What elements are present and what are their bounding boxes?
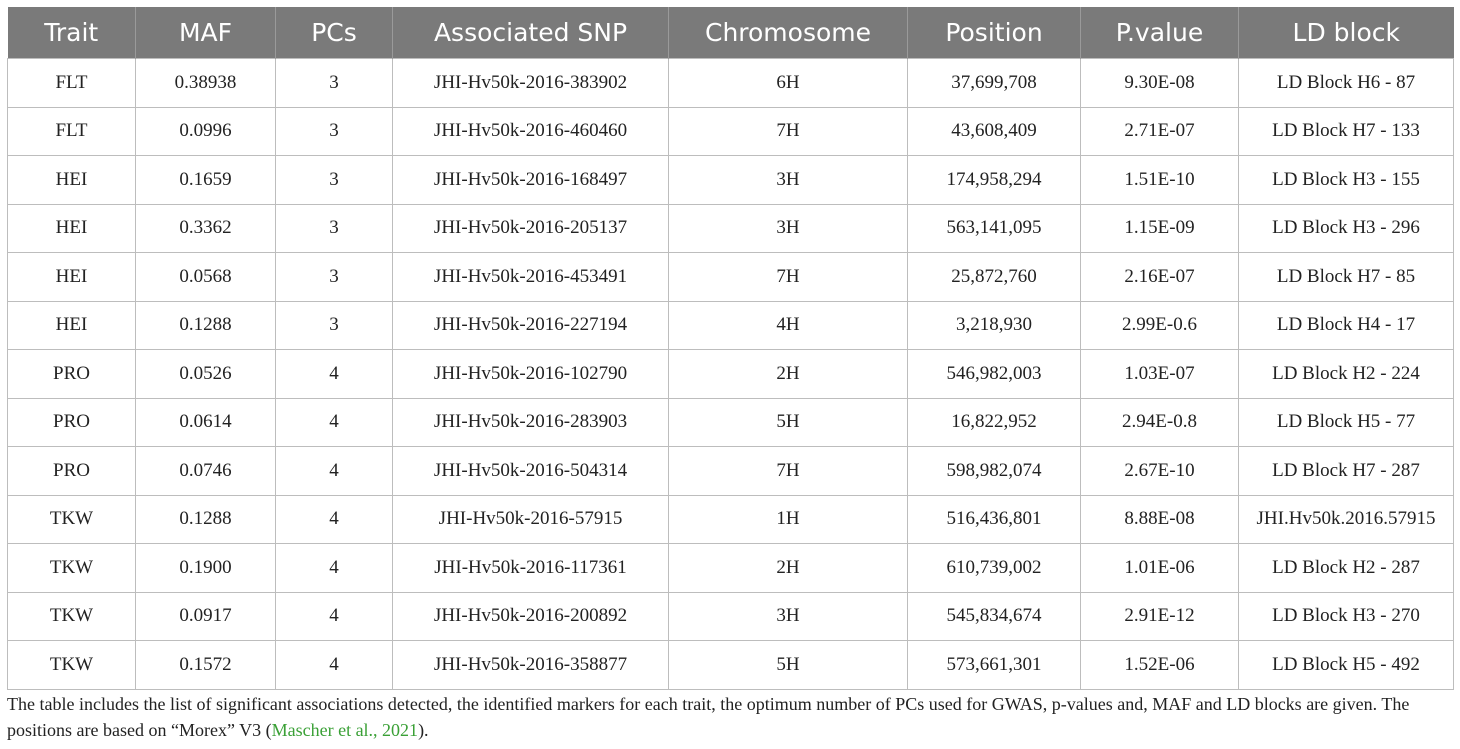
table-cell: 2H: [669, 544, 908, 593]
table-cell: JHI-Hv50k-2016-200892: [393, 592, 669, 641]
table-row: [8, 59, 1454, 108]
table-cell: 4: [276, 544, 393, 593]
table-cell: 7H: [669, 253, 908, 302]
table-cell: 0.0996: [136, 107, 276, 156]
table-cell: 8.88E-08: [1081, 495, 1239, 544]
table-cell: 16,822,952: [908, 398, 1081, 447]
table-cell: JHI-Hv50k-2016-57915: [393, 495, 669, 544]
column-header-pcs: PCs: [276, 7, 393, 59]
column-header-p-value: P.value: [1081, 7, 1239, 59]
table-cell: 9.30E-08: [1081, 59, 1239, 108]
table-cell: JHI-Hv50k-2016-117361: [393, 544, 669, 593]
table-cell: 0.38938: [136, 59, 276, 108]
table-cell: HEI: [8, 204, 136, 253]
table-cell: LD Block H3 - 296: [1239, 204, 1454, 253]
table-cell: 0.0746: [136, 447, 276, 496]
table-cell: 4: [276, 495, 393, 544]
table-cell: LD Block H7 - 85: [1239, 253, 1454, 302]
table-cell: LD Block H4 - 17: [1239, 301, 1454, 350]
table-cell: 5H: [669, 398, 908, 447]
column-header-ld-block: LD block: [1239, 7, 1454, 59]
table-cell: 1.03E-07: [1081, 350, 1239, 399]
table-body: [8, 59, 1454, 690]
table-cell: 3: [276, 107, 393, 156]
table-cell: 3: [276, 204, 393, 253]
table-cell: 546,982,003: [908, 350, 1081, 399]
table-cell: 174,958,294: [908, 156, 1081, 205]
table-cell: 1.52E-06: [1081, 641, 1239, 690]
caption-end: ).: [418, 720, 429, 740]
citation-link[interactable]: Mascher et al., 2021: [271, 720, 419, 740]
table-cell: 37,699,708: [908, 59, 1081, 108]
table-cell: LD Block H5 - 77: [1239, 398, 1454, 447]
column-header-associated-snp: Associated SNP: [393, 7, 669, 59]
table-cell: LD Block H2 - 224: [1239, 350, 1454, 399]
table-cell: LD Block H3 - 270: [1239, 592, 1454, 641]
table-cell: PRO: [8, 447, 136, 496]
table-cell: 2.94E-0.8: [1081, 398, 1239, 447]
table-row: [8, 398, 1454, 447]
table-row: [8, 447, 1454, 496]
table-cell: LD Block H7 - 133: [1239, 107, 1454, 156]
table-header-row: [8, 7, 1454, 59]
table-cell: 610,739,002: [908, 544, 1081, 593]
table-cell: 2.91E-12: [1081, 592, 1239, 641]
table-cell: 0.1288: [136, 301, 276, 350]
table-cell: 3: [276, 253, 393, 302]
table-cell: 3: [276, 301, 393, 350]
table-cell: 4: [276, 398, 393, 447]
table-cell: 0.1288: [136, 495, 276, 544]
table-cell: 2.99E-0.6: [1081, 301, 1239, 350]
column-header-position: Position: [908, 7, 1081, 59]
table-row: [8, 641, 1454, 690]
table-cell: LD Block H3 - 155: [1239, 156, 1454, 205]
table-cell: HEI: [8, 253, 136, 302]
table-cell: 2H: [669, 350, 908, 399]
table-row: [8, 544, 1454, 593]
table-cell: 3: [276, 59, 393, 108]
table-cell: JHI-Hv50k-2016-453491: [393, 253, 669, 302]
table-cell: 1.15E-09: [1081, 204, 1239, 253]
table-cell: 0.0568: [136, 253, 276, 302]
table-cell: 3H: [669, 156, 908, 205]
table-cell: 516,436,801: [908, 495, 1081, 544]
table-cell: 0.1572: [136, 641, 276, 690]
results-table-container: [7, 7, 1453, 690]
table-cell: PRO: [8, 350, 136, 399]
table-cell: JHI-Hv50k-2016-102790: [393, 350, 669, 399]
table-cell: 0.0917: [136, 592, 276, 641]
table-cell: FLT: [8, 107, 136, 156]
table-cell: LD Block H7 - 287: [1239, 447, 1454, 496]
table-cell: HEI: [8, 156, 136, 205]
table-row: [8, 156, 1454, 205]
table-row: [8, 253, 1454, 302]
table-cell: 2.71E-07: [1081, 107, 1239, 156]
table-cell: 1H: [669, 495, 908, 544]
table-row: [8, 350, 1454, 399]
table-cell: 0.1659: [136, 156, 276, 205]
table-cell: JHI-Hv50k-2016-283903: [393, 398, 669, 447]
table-cell: 3H: [669, 204, 908, 253]
table-cell: JHI-Hv50k-2016-383902: [393, 59, 669, 108]
table-cell: 4: [276, 592, 393, 641]
table-cell: JHI.Hv50k.2016.57915: [1239, 495, 1454, 544]
table-cell: 3: [276, 156, 393, 205]
table-cell: JHI-Hv50k-2016-460460: [393, 107, 669, 156]
table-cell: 6H: [669, 59, 908, 108]
table-cell: JHI-Hv50k-2016-168497: [393, 156, 669, 205]
table-row: [8, 301, 1454, 350]
caption-text: The table includes the list of significant associations detected, the identified markers for each trait, the optimum number of PCs used for GWAS, p-values and, MAF and LD blocks are given. The positions are based on “Morex” V3 (: [7, 694, 1410, 740]
table-row: [8, 592, 1454, 641]
table-cell: 573,661,301: [908, 641, 1081, 690]
table-row: [8, 204, 1454, 253]
table-cell: 7H: [669, 107, 908, 156]
table-cell: 4H: [669, 301, 908, 350]
table-cell: 545,834,674: [908, 592, 1081, 641]
table-cell: TKW: [8, 592, 136, 641]
table-cell: TKW: [8, 544, 136, 593]
table-cell: LD Block H5 - 492: [1239, 641, 1454, 690]
table-cell: 1.01E-06: [1081, 544, 1239, 593]
column-header-chromosome: Chromosome: [669, 7, 908, 59]
table-cell: 598,982,074: [908, 447, 1081, 496]
table-cell: HEI: [8, 301, 136, 350]
table-cell: 5H: [669, 641, 908, 690]
table-cell: 2.67E-10: [1081, 447, 1239, 496]
table-cell: 3H: [669, 592, 908, 641]
table-cell: 1.51E-10: [1081, 156, 1239, 205]
table-caption: [7, 691, 1457, 743]
table-cell: 0.0614: [136, 398, 276, 447]
table-cell: PRO: [8, 398, 136, 447]
table-row: [8, 107, 1454, 156]
gwas-results-table: [7, 7, 1454, 690]
table-cell: JHI-Hv50k-2016-227194: [393, 301, 669, 350]
table-cell: FLT: [8, 59, 136, 108]
table-cell: LD Block H2 - 287: [1239, 544, 1454, 593]
table-cell: TKW: [8, 641, 136, 690]
table-cell: 0.1900: [136, 544, 276, 593]
table-cell: 7H: [669, 447, 908, 496]
column-header-maf: MAF: [136, 7, 276, 59]
table-cell: 0.3362: [136, 204, 276, 253]
table-cell: 4: [276, 447, 393, 496]
table-cell: 3,218,930: [908, 301, 1081, 350]
table-cell: 0.0526: [136, 350, 276, 399]
table-cell: JHI-Hv50k-2016-358877: [393, 641, 669, 690]
table-cell: 4: [276, 641, 393, 690]
column-header-trait: Trait: [8, 7, 136, 59]
table-cell: JHI-Hv50k-2016-205137: [393, 204, 669, 253]
table-cell: TKW: [8, 495, 136, 544]
table-cell: 4: [276, 350, 393, 399]
table-cell: JHI-Hv50k-2016-504314: [393, 447, 669, 496]
table-cell: 2.16E-07: [1081, 253, 1239, 302]
table-cell: 25,872,760: [908, 253, 1081, 302]
table-cell: 563,141,095: [908, 204, 1081, 253]
table-cell: 43,608,409: [908, 107, 1081, 156]
table-cell: LD Block H6 - 87: [1239, 59, 1454, 108]
table-row: [8, 495, 1454, 544]
